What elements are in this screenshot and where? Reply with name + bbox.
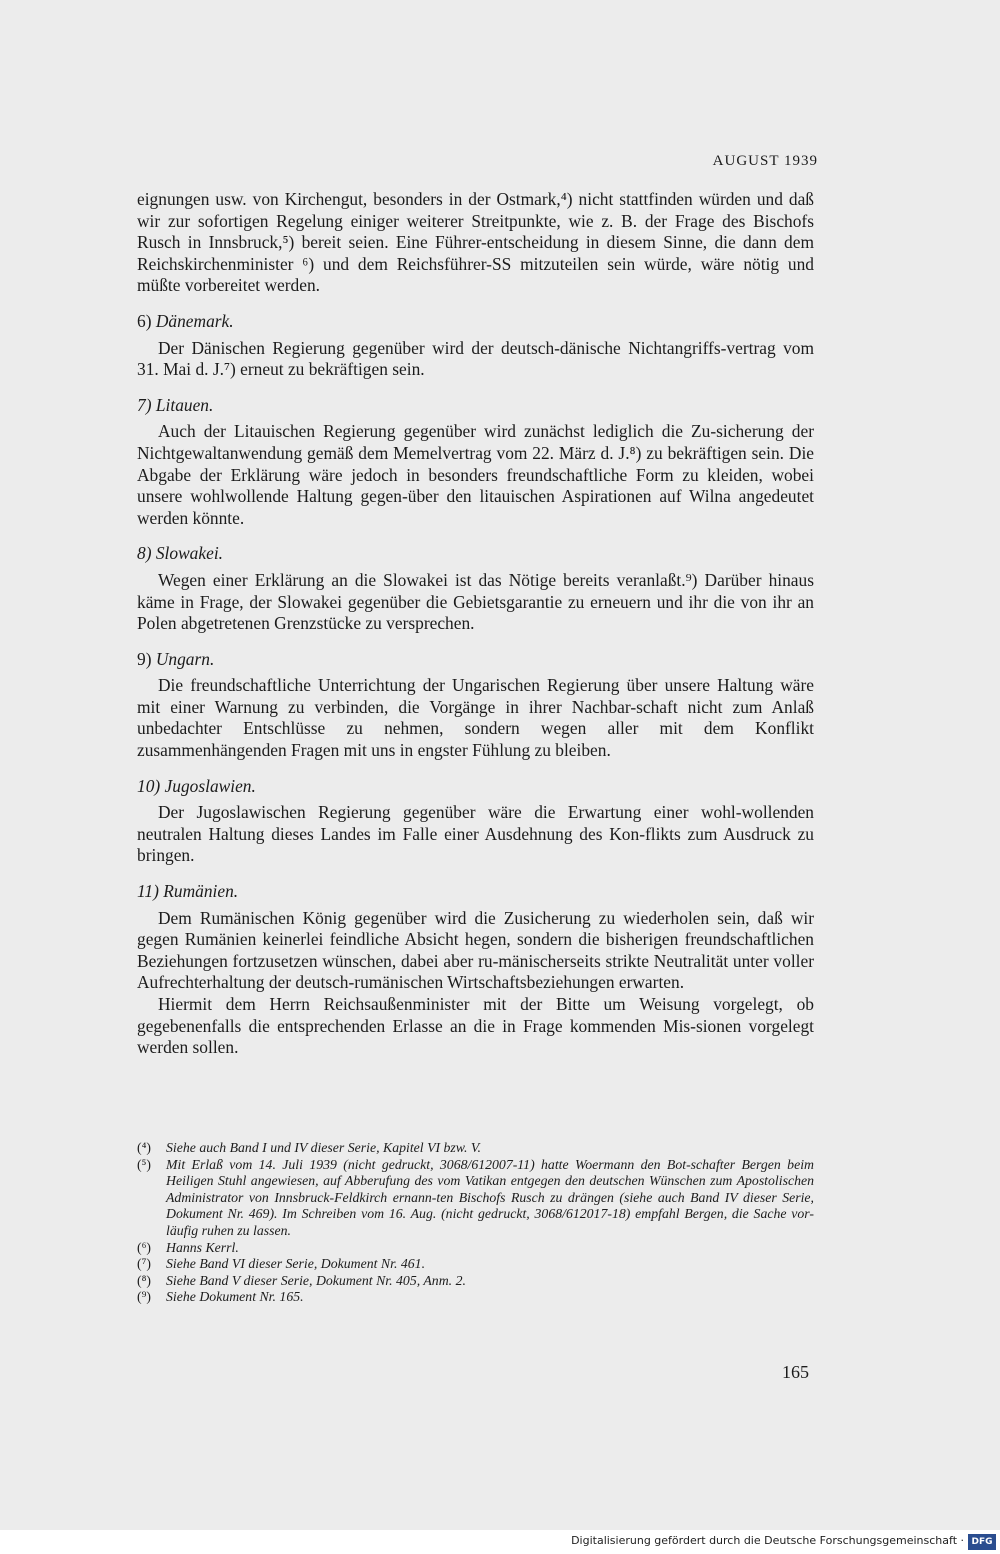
section-number: 10) — [137, 775, 161, 796]
page-number: 165 — [782, 1362, 809, 1382]
paragraph-ungarn: Die freundschaftliche Unterrichtung der Ungarischen Regierung über unsere Haltung wäre mit einer Warnung zu verbinden, die Vorgänge in ihrer Nachbar-schaft nicht zum Anlaß unbedachter Entschlüsse zu nehmen, sondern wegen aller mit dem Konflikt zusammenhängenden Fragen mit uns in engster Fühlung zu bleiben. — [137, 675, 814, 761]
footnote-marker: (⁹) — [137, 1289, 151, 1305]
section-title: Ungarn. — [155, 648, 215, 669]
section-number: 7) — [137, 394, 152, 415]
footnote — [137, 1157, 814, 1240]
footnote-text: Mit Erlaß vom 14. Juli 1939 (nicht gedruckt, 3068/612007-11) hatte Woermann den Bot-schafter Bergen beim Heiligen Stuhl angewiesen, auf Abberufung des vom Vatikan entgegen den deutschen Wünschen zum Apostolischen Administrator von Innsbruck-Feldkirch ernann-ten Bischofs Rusch zu drängen (siehe auch Band IV dieser Serie, Dokument Nr. 469). Im Schreiben vom 16. Aug. (nicht gedruckt, 3068/612017-18) empfahl Bergen, die Sache vor-läufig ruhen zu lassen. — [166, 1156, 814, 1238]
section-heading-litauen — [137, 395, 814, 417]
section-title: Jugoslawien. — [164, 775, 256, 796]
footnote — [137, 1140, 814, 1157]
section-title: Litauen. — [155, 394, 214, 415]
footnote-marker: (⁴) — [137, 1140, 151, 1155]
section-number: 8) — [137, 543, 152, 564]
footnote — [137, 1273, 814, 1290]
section-number: 6) — [137, 310, 152, 331]
paragraph-daenemark: Der Dänischen Regierung gegenüber wird der deutsch-dänische Nichtangriffs-vertrag vom 31. Mai d. J.⁷) erneut zu bekräftigen sein. — [137, 337, 814, 380]
paragraph-closing: Hiermit dem Herrn Reichsaußenminister mit der Bitte um Weisung vorgelegt, ob gegebenenfalls die entsprechenden Erlasse an die in Frage kommenden Mis-sionen vorgelegt werden sollen. — [137, 994, 814, 1058]
section-number: 9) — [137, 648, 152, 669]
running-header: AUGUST 1939 — [712, 153, 818, 169]
footnote-text: Hanns Kerrl. — [166, 1239, 239, 1255]
dfg-logo-icon: DFG — [968, 1534, 996, 1550]
funding-notice: Digitalisierung gefördert durch die Deutsche Forschungsgemeinschaft · — [571, 1534, 964, 1547]
body-text — [137, 189, 814, 1059]
footnote-marker: (⁵) — [137, 1156, 151, 1172]
footnote-marker: (⁸) — [137, 1272, 151, 1288]
digitization-footer — [0, 1530, 1000, 1554]
paragraph-continuation: eignungen usw. von Kirchengut, besonders in der Ostmark,⁴) nicht stattfinden würden und daß wir zur sofortigen Regelung einiger weiterer Streitpunkte, wie z. B. der Frage des Bischofs Rusch in Innsbruck,⁵) bereit seien. Eine Führer-entscheidung in diesem Sinne, die dann dem Reichskirchenminister ⁶) und dem Reichsführer-SS mitzuteilen sein würde, wäre nötig und müßte vorbereitet werden. — [137, 189, 814, 296]
footnote-marker: (⁷) — [137, 1256, 151, 1272]
footnote — [137, 1289, 814, 1306]
paragraph-slowakei: Wegen einer Erklärung an die Slowakei ist das Nötige bereits veranlaßt.⁹) Darüber hinaus käme in Frage, der Slowakei gegenüber die Gebietsgarantie zu erneuern und ihr die von ihr an Polen abgetretenen Grenzstücke zu versprechen. — [137, 569, 814, 634]
paragraph-litauen: Auch der Litauischen Regierung gegenüber wird zunächst lediglich die Zu-sicherung der Nichtgewaltanwendung gemäß dem Memelvertrag vom 22. März d. J.⁸) zu bekräftigen sein. Die Abgabe der Erklärung wäre jedoch in besonders freundschaftliche Form zu kleiden, wobei unsere wohlwollende Haltung gegen-über den litauischen Aspirationen auf Wilna angedeutet werden könnte. — [137, 421, 814, 528]
section-heading-ungarn — [137, 649, 814, 671]
footnotes — [137, 1140, 814, 1306]
section-heading-daenemark — [137, 311, 814, 333]
section-title: Rumänien. — [163, 881, 239, 902]
paragraph-rumaenien: Dem Rumänischen König gegenüber wird die Zusicherung zu wiederholen sein, daß wir gegen Rumänien keinerlei feindliche Absicht hegen, sondern die bisherigen freundschaftlichen Beziehungen fortzusetzen wünschen, dabei aber ru-mänischerseits strikte Neutralität unter voller Aufrechterhaltung der deutsch-rumänischen Wirtschaftsbeziehungen erwarten. — [137, 907, 814, 993]
footnote-text: Siehe auch Band I und IV dieser Serie, Kapitel VI bzw. V. — [166, 1140, 481, 1155]
section-heading-slowakei — [137, 543, 814, 565]
section-heading-jugoslawien — [137, 776, 814, 798]
footnote-text: Siehe Band V dieser Serie, Dokument Nr. 405, Anm. 2. — [166, 1272, 466, 1288]
footnote-text: Siehe Dokument Nr. 165. — [166, 1289, 304, 1305]
section-number: 11) — [137, 881, 159, 902]
footnote-marker: (⁶) — [137, 1239, 151, 1255]
paragraph-jugoslawien: Der Jugoslawischen Regierung gegenüber wäre die Erwartung einer wohl-wollenden neutralen Haltung dieses Landes im Falle einer Ausdehnung des Kon-flikts zum Ausdruck zu bringen. — [137, 802, 814, 866]
section-title: Slowakei. — [155, 543, 223, 564]
section-title: Dänemark. — [155, 310, 234, 331]
footnote — [137, 1240, 814, 1257]
footnote — [137, 1256, 814, 1273]
section-heading-rumaenien — [137, 881, 814, 903]
footnote-text: Siehe Band VI dieser Serie, Dokument Nr. 461. — [166, 1256, 426, 1272]
